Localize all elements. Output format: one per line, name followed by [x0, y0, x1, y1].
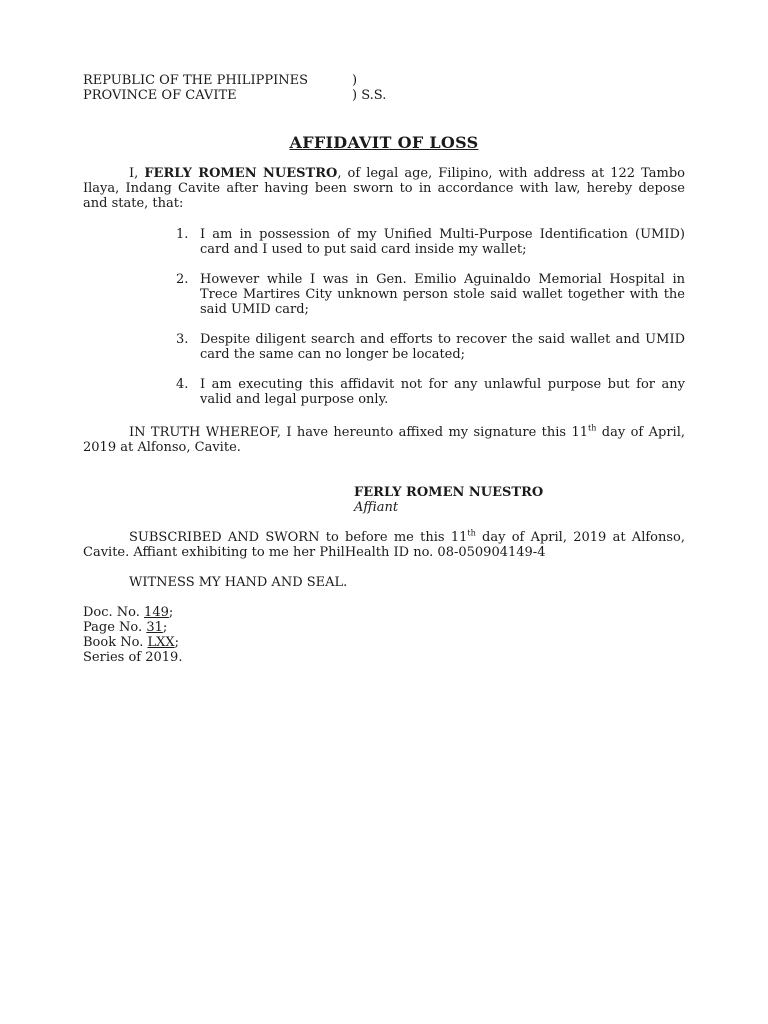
doc-number: Doc. No. 149;: [83, 605, 174, 620]
header-province: [83, 88, 237, 103]
truth-before: IN TRUTH WHEREOF, I have hereunto affixed my signature this 11: [129, 425, 589, 440]
header-republic-mark: ): [352, 73, 358, 88]
subscribed-after: day of April, 2019 at Alfonso, Cavite. Affiant exhibiting to me her PhilHealth ID no. 08-050904149-4: [83, 530, 685, 560]
subscribed-paragraph: [83, 530, 685, 560]
book-value: LXX: [147, 635, 175, 650]
witness-line: [83, 575, 347, 590]
list-item: Despite diligent search and efforts to recover the said wallet and UMID card the same can no longer be located;: [200, 332, 685, 362]
page-number: Page No. 31;: [83, 620, 168, 635]
intro-paragraph: [83, 166, 685, 211]
intro-rest: , of legal age, Filipino, with address at 122 Tambo Ilaya, Indang Cavite after having been sworn to in accordance with law, hereby depose and state, that:: [83, 166, 685, 211]
book-label: Book No.: [83, 635, 148, 650]
book-number: Book No. LXX;: [83, 635, 180, 650]
subscribed-sup: th: [467, 528, 476, 538]
item-number: 2.: [176, 272, 189, 287]
truth-sup: th: [588, 423, 597, 433]
item-number: 1.: [176, 227, 189, 242]
series-line: Series of 2019.: [83, 650, 183, 665]
list-item: However while I was in Gen. Emilio Aguinaldo Memorial Hospital in Trece Martires City unknown person stole said wallet together with the said UMID card;: [200, 272, 685, 317]
item-number: 3.: [176, 332, 189, 347]
header-republic-text: REPUBLIC OF THE PHILIPPINES: [83, 73, 308, 88]
header-republic: [83, 73, 308, 88]
item-number: 4.: [176, 377, 189, 392]
header-province-text: PROVINCE OF CAVITE: [83, 88, 237, 103]
truth-after: day of April, 2019 at Alfonso, Cavite.: [83, 425, 685, 455]
list-item: I am executing this affidavit not for any unlawful purpose but for any valid and legal purpose only.: [200, 377, 685, 407]
header-province-mark: ) S.S.: [352, 88, 387, 103]
page-value: 31: [146, 620, 163, 635]
intro-name: FERLY ROMEN NUESTRO: [144, 166, 338, 181]
list-item: I am in possession of my Unified Multi-Purpose Identification (UMID) card and I used to put said card inside my wallet;: [200, 227, 685, 257]
doc-value: 149: [144, 605, 169, 620]
subscribed-before: SUBSCRIBED AND SWORN to before me this 11: [129, 530, 468, 545]
intro-lead: I,: [129, 166, 145, 181]
affiant-role: Affiant: [354, 500, 399, 515]
affiant-name: FERLY ROMEN NUESTRO: [354, 485, 544, 500]
document-title: AFFIDAVIT OF LOSS: [289, 133, 479, 152]
truth-paragraph: [83, 425, 685, 455]
witness-text: WITNESS MY HAND AND SEAL.: [129, 575, 348, 590]
doc-label: Doc. No.: [83, 605, 145, 620]
page-label: Page No.: [83, 620, 147, 635]
